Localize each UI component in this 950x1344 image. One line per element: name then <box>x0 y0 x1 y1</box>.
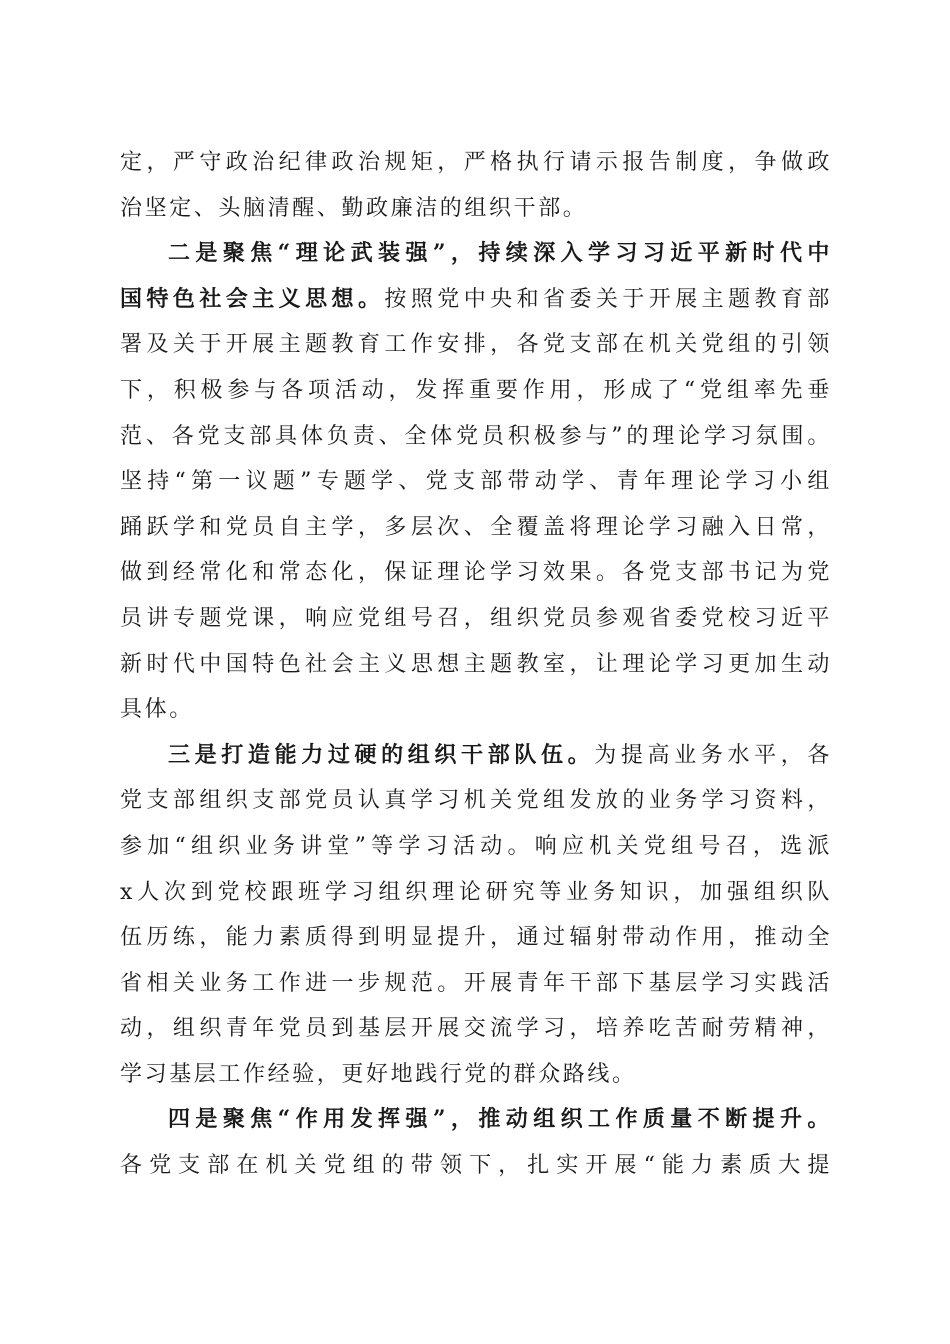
text-run: 范、各党支部具体负责、全体党员积极参与”的理论学习氛围。 <box>120 423 832 449</box>
text-run: 署及关于开展主题教育工作安排，各党支部在机关党组的引领 <box>120 332 832 358</box>
text-line <box>120 186 832 232</box>
text-run: 为提高业务水平，各 <box>594 742 832 768</box>
bold-heading-run: 国特色社会主义思想。 <box>120 285 385 312</box>
text-run: 新时代中国特色社会主义思想主题教室，让理论学习更加生动 <box>120 651 832 677</box>
text-run: 做到经常化和常态化，保证理论学习效果。各党支部书记为党 <box>120 560 832 586</box>
text-run: 动，组织青年党员到基层开展交流学习，培养吃苦耐劳精神， <box>120 1016 832 1042</box>
text-line <box>120 961 832 1007</box>
text-line <box>120 870 832 916</box>
text-line <box>120 505 832 551</box>
text-line <box>120 596 832 642</box>
text-line <box>120 414 832 460</box>
text-run: 参加“组织业务讲堂”等学习活动。响应机关党组号召，选派 <box>120 833 832 859</box>
text-run: 员讲专题党课，响应党组号召，组织党员参观省委党校习近平 <box>120 605 832 631</box>
text-run: 党支部组织支部党员认真学习机关党组发放的业务学习资料， <box>120 788 832 814</box>
text-line <box>120 824 832 870</box>
text-run: x人次到党校跟班学习组织理论研究等业务知识，加强组织队 <box>120 879 832 905</box>
text-line <box>120 277 832 323</box>
text-line <box>120 1052 832 1098</box>
text-run: 学习基层工作经验，更好地践行党的群众路线。 <box>120 1061 637 1087</box>
text-line <box>120 642 832 688</box>
text-run: 各党支部在机关党组的带领下，扎实开展“能力素质大提 <box>120 1153 832 1179</box>
text-line <box>120 322 832 368</box>
text-run: 伍历练，能力素质得到明显提升，通过辐射带动作用，推动全 <box>120 925 832 951</box>
text-run: 具体。 <box>120 697 194 723</box>
bold-heading-run: 四是聚焦“作用发挥强”，推动组织工作质量不断提升。 <box>168 1106 832 1133</box>
text-line <box>120 778 832 824</box>
text-run: 坚持“第一议题”专题学、党支部带动学、青年理论学习小组 <box>120 469 832 495</box>
text-line <box>120 733 832 779</box>
document-body <box>120 140 832 1189</box>
text-line <box>120 368 832 414</box>
text-run: 踊跃学和党员自主学，多层次、全覆盖将理论学习融入日常， <box>120 514 832 540</box>
text-line <box>120 231 832 277</box>
text-line <box>120 1006 832 1052</box>
text-run: 治坚定、头脑清醒、勤政廉洁的组织干部。 <box>120 195 588 221</box>
text-run: 下，积极参与各项活动，发挥重要作用，形成了“党组率先垂 <box>120 377 832 403</box>
text-run: 按照党中央和省委关于开展主题教育部 <box>384 286 832 312</box>
bold-heading-run: 二是聚焦“理论武装强”，持续深入学习习近平新时代中 <box>168 240 832 267</box>
text-line <box>120 1143 832 1189</box>
text-run: 省相关业务工作进一步规范。开展青年干部下基层学习实践活 <box>120 970 832 996</box>
text-line <box>120 550 832 596</box>
bold-heading-run: 三是打造能力过硬的组织干部队伍。 <box>168 741 595 768</box>
text-run: 定，严守政治纪律政治规矩，严格执行请示报告制度，争做政 <box>120 150 832 175</box>
text-line <box>120 140 832 186</box>
text-line <box>120 687 832 733</box>
text-line <box>120 915 832 961</box>
text-line <box>120 459 832 505</box>
text-line <box>120 1097 832 1143</box>
